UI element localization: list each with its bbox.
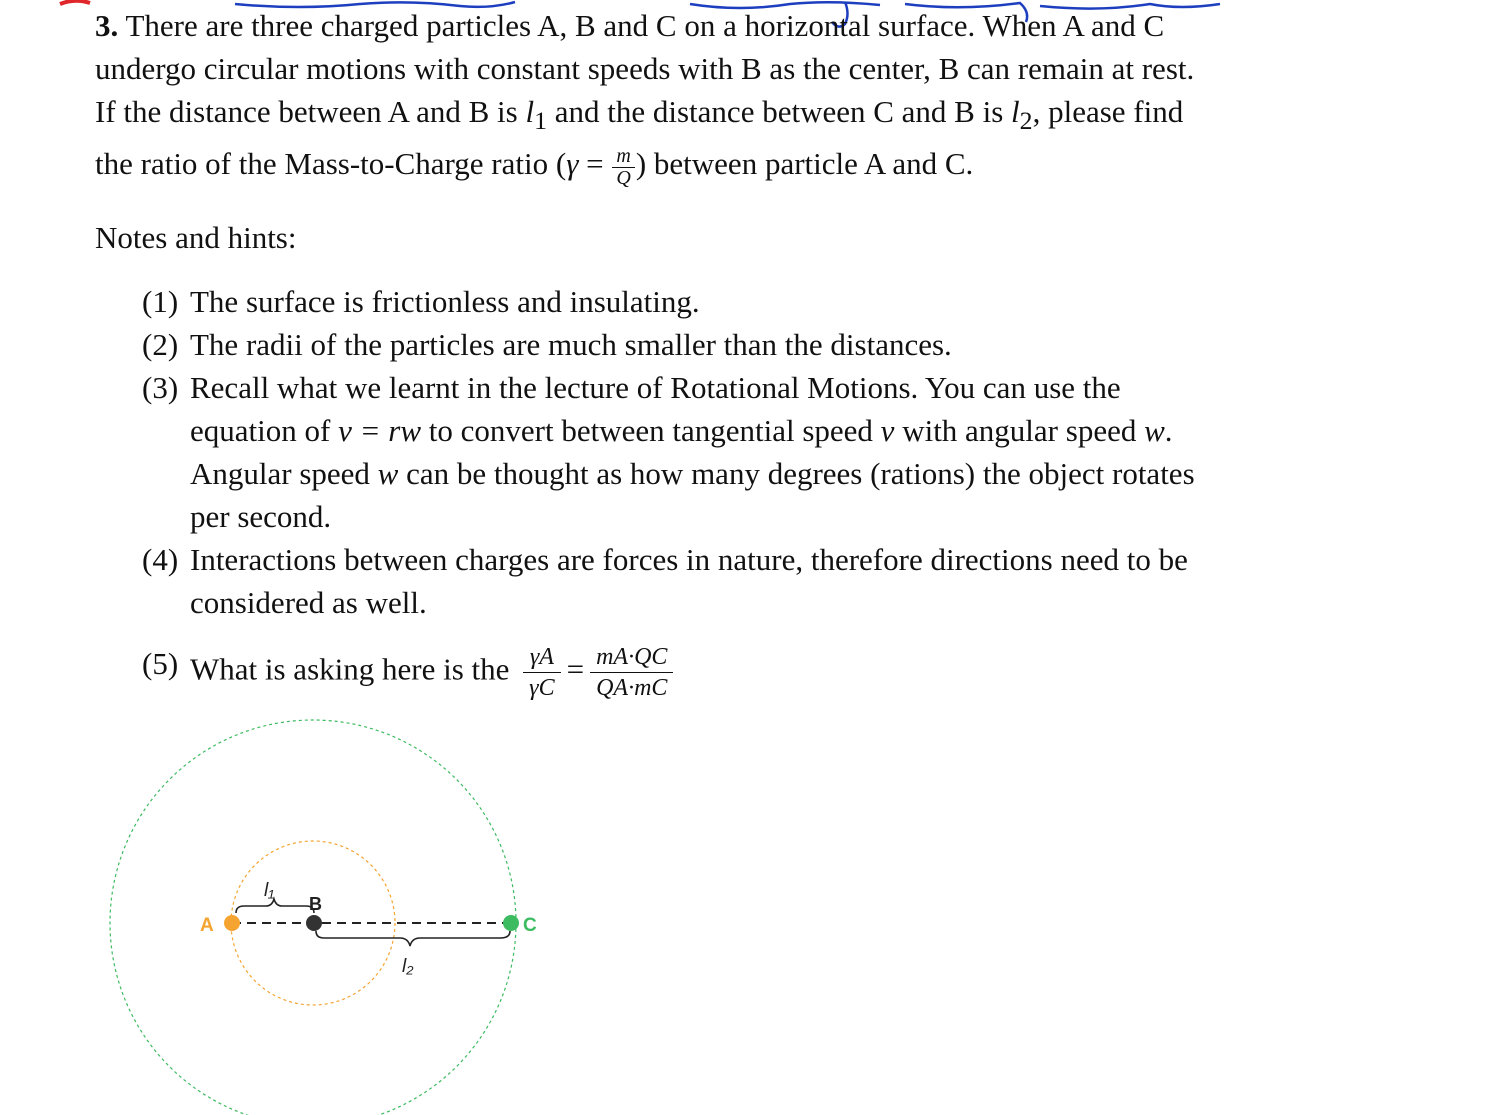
mass-charge-fraction: $\frac{m}{Q}$ bbox=[612, 146, 634, 189]
hint-4: (4) Interactions between charges are forces in nature, therefore directions need to be considered as well. bbox=[142, 542, 1188, 620]
hint-2: (2) The radii of the particles are much smaller than the distances. bbox=[142, 327, 952, 362]
question-line-1: 3. There are three charged particles A, B and C on a horizontal surface. When A and C bbox=[95, 8, 1165, 43]
particle-b bbox=[306, 915, 322, 931]
gamma-ratio-fraction: $\frac{\gamma A}{\gamma C}$ bbox=[523, 642, 560, 703]
orbit-diagram bbox=[0, 700, 620, 1115]
mass-charge-product-fraction: $\frac{mA\cdot QC}{QA\cdot mC}$ bbox=[590, 642, 673, 703]
label-a: A bbox=[200, 915, 214, 936]
particle-a bbox=[224, 915, 240, 931]
label-l2: l₂ bbox=[402, 956, 414, 977]
question-line-2: undergo circular motions with constant speeds with B as the center, B can remain at rest. bbox=[95, 51, 1195, 86]
hints-list bbox=[142, 280, 1322, 703]
label-b: B bbox=[309, 894, 322, 914]
l2-brace bbox=[316, 931, 510, 946]
hint-5: (5) What is asking here is the $\frac{\gamma A}{\gamma C}$ = $\frac{mA\cdot QC}{QA\cdot mC}$ bbox=[142, 642, 1322, 703]
question-number: 3. bbox=[95, 8, 119, 43]
label-l1: l₁ bbox=[264, 880, 275, 901]
particle-c bbox=[503, 915, 519, 931]
hint-1: (1) The surface is frictionless and insulating. bbox=[142, 284, 700, 319]
label-c: C bbox=[523, 915, 537, 936]
question-line-3: If the distance between A and B is $l_1$ and the distance between C and B is $l_2$, please find bbox=[95, 94, 1184, 136]
question-line-4: the ratio of the Mass-to-Charge ratio (γ = $\frac{m}{Q}$ ) between particle A and C. bbox=[95, 144, 974, 189]
notes-title: Notes and hints: bbox=[95, 220, 297, 255]
l1-brace bbox=[236, 899, 314, 913]
question-text bbox=[95, 4, 1335, 189]
hint-3: (3) Recall what we learnt in the lecture of Rotational Motions. You can use the equation of v = rw to convert between tangential speed v with angular speed w. Angular speed w can be thought as how many degrees (rations) the object rotates per second. bbox=[142, 370, 1195, 534]
